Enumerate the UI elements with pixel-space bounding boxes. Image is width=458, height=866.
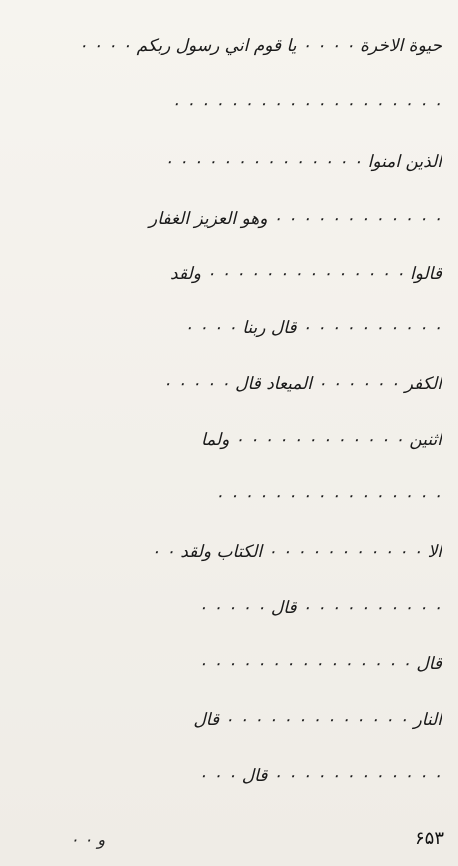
text-line-4	[14, 207, 442, 255]
line-11-text: ۰ ۰ ۰ ۰ ۰ ۰ ۰ ۰ ۰ ۰ قال ۰ ۰ ۰ ۰ ۰	[198, 598, 442, 618]
line-1-text: حيوة الاخرة ۰ ۰ ۰ ۰ يا قوم اني رسول ربكم ۰ ۰ ۰ ۰	[78, 36, 442, 56]
text-line-13	[14, 708, 442, 756]
text-line-2	[14, 92, 442, 140]
line-9-text: ۰ ۰ ۰ ۰ ۰ ۰ ۰ ۰ ۰ ۰ ۰ ۰ ۰ ۰ ۰ ۰	[214, 486, 442, 506]
line-3-text: الذين امنوا ۰ ۰ ۰ ۰ ۰ ۰ ۰ ۰ ۰ ۰ ۰ ۰ ۰ ۰	[163, 152, 442, 172]
line-4-text: ۰ ۰ ۰ ۰ ۰ ۰ ۰ ۰ ۰ ۰ ۰ ۰ وهو العزيز الغفار	[148, 209, 442, 229]
line-13-text: النار ۰ ۰ ۰ ۰ ۰ ۰ ۰ ۰ ۰ ۰ ۰ ۰ ۰ قال	[193, 710, 442, 730]
text-line-7	[14, 372, 442, 420]
text-line-6	[14, 316, 442, 364]
text-line-8	[14, 428, 442, 476]
line-2-text: ۰ ۰ ۰ ۰ ۰ ۰ ۰ ۰ ۰ ۰ ۰ ۰ ۰ ۰ ۰ ۰ ۰ ۰ ۰	[171, 94, 442, 114]
line-5-text: قالوا ۰ ۰ ۰ ۰ ۰ ۰ ۰ ۰ ۰ ۰ ۰ ۰ ۰ ۰ ولقد	[170, 264, 442, 284]
line-14-text: ۰ ۰ ۰ ۰ ۰ ۰ ۰ ۰ ۰ ۰ ۰ ۰ قال ۰ ۰ ۰	[198, 766, 442, 786]
text-line-9	[14, 484, 442, 532]
text-line-10	[14, 540, 442, 588]
text-line-11	[14, 596, 442, 644]
line-7-text: الكفر ۰ ۰ ۰ ۰ ۰ ۰ الميعاد قال ۰ ۰ ۰ ۰ ۰	[162, 374, 442, 394]
text-line-3	[14, 150, 442, 198]
line-10-text: الا ۰ ۰ ۰ ۰ ۰ ۰ ۰ ۰ ۰ ۰ ۰ الكتاب ولقد ۰ ۰	[151, 542, 442, 562]
line-8-text: اثنين ۰ ۰ ۰ ۰ ۰ ۰ ۰ ۰ ۰ ۰ ۰ ۰ ولما	[200, 430, 442, 450]
text-line-12	[14, 652, 442, 700]
text-line-14	[14, 764, 442, 812]
line-6-text: ۰ ۰ ۰ ۰ ۰ ۰ ۰ ۰ ۰ ۰ قال ربنا ۰ ۰ ۰ ۰	[184, 318, 442, 338]
page-number: ۶۵۳	[414, 828, 444, 849]
text-line-1	[14, 34, 442, 82]
catchword: و ۰ ۰	[70, 830, 106, 849]
line-12-text: قال ۰ ۰ ۰ ۰ ۰ ۰ ۰ ۰ ۰ ۰ ۰ ۰ ۰ ۰ ۰	[198, 654, 442, 674]
text-line-5	[14, 262, 442, 310]
